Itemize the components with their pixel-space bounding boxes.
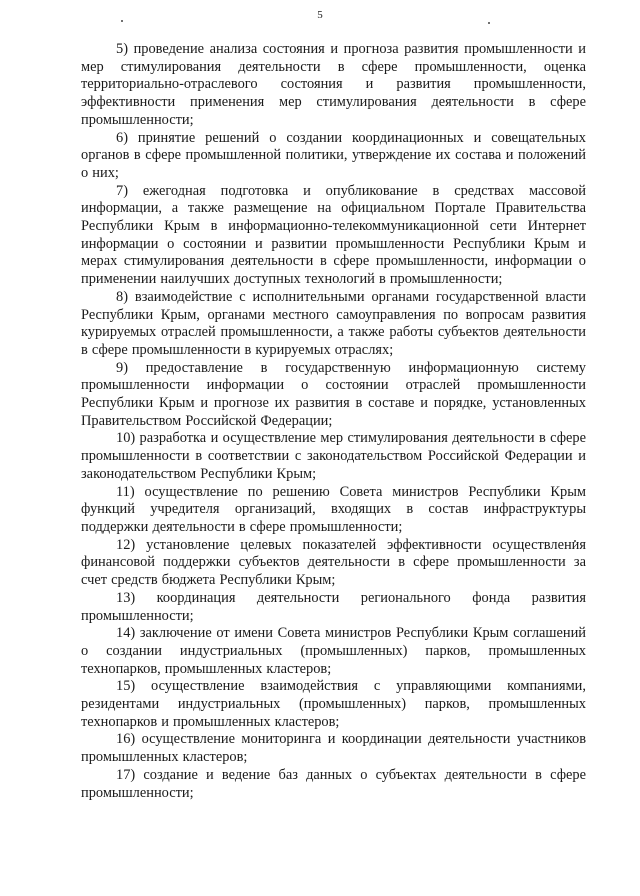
scan-speck <box>121 20 123 22</box>
list-item: 16) осуществление мониторинга и координации деятельности участников промышленных кластеров; <box>81 731 586 766</box>
list-item: 14) заключение от имени Совета министров Республики Крым соглашений о создании индустриальных (промышленных) парков, промышленных технопарков, промышленных кластеров; <box>81 625 586 677</box>
scan-speck <box>488 22 490 24</box>
list-item: 6) принятие решений о создании координационных и совещательных органов в сфере промышленной политики, утверждение их состава и положений о них; <box>81 129 586 181</box>
list-item: 15) осуществление взаимодействия с управляющими компаниями, резидентами индустриальных (промышленных) парков, промышленных технопарков и промышленных кластеров; <box>81 678 586 730</box>
list-item: 13) координация деятельности регионального фонда развития промышленности; <box>81 589 586 624</box>
list-item: 12) установление целевых показателей эффективности осуществления финансовой поддержки субъектов деятельности в сфере промышленности за счет средств бюджета Республики Крым; <box>81 536 586 589</box>
list-item: 7) ежегодная подготовка и опубликование в средствах массовой информации, а также размещение на официальном Портале Правительства Республики Крым в информационно-телекоммуникационной сети Интернет информации о состоянии и развитии промышленности Республики Крым и мерах стимулирования деятельности в сфере промышленности, информации о применении наилучших доступных технологий в промышленности; <box>81 182 586 288</box>
list-item: 11) осуществление по решению Совета министров Республики Крым функций учредителя организаций, входящих в состав инфраструктуры поддержки деятельности в сфере промышленности; <box>81 483 586 535</box>
document-body <box>81 41 586 802</box>
page-number: 5 <box>317 9 323 21</box>
list-item: 17) создание и ведение баз данных о субъектах деятельности в сфере промышленности; <box>81 766 586 801</box>
list-item: 10) разработка и осуществление мер стимулирования деятельности в сфере промышленности в соответствии с законодательством Российской Федерации и законодательством Республики Крым; <box>81 430 586 482</box>
list-item: 5) проведение анализа состояния и прогноза развития промышленности и мер стимулирования деятельности в сфере промышленности, оценка территориально-отраслевого состояния и развития промышленности, эффективности применения мер стимулирования деятельности в сфере промышленности; <box>81 41 586 128</box>
list-item: 9) предоставление в государственную информационную систему промышленности информации о состоянии отраслей промышленности Республики Крым и прогнозе их развития в составе и порядке, установленных Правительством Российской Федерации; <box>81 359 586 429</box>
list-item: 8) взаимодействие с исполнительными органами государственной власти Республики Крым, органами местного самоуправления по вопросам развития курируемых отраслей промышленности, а также работы субъектов деятельности в сфере промышленности в курируемых отраслях; <box>81 288 586 358</box>
